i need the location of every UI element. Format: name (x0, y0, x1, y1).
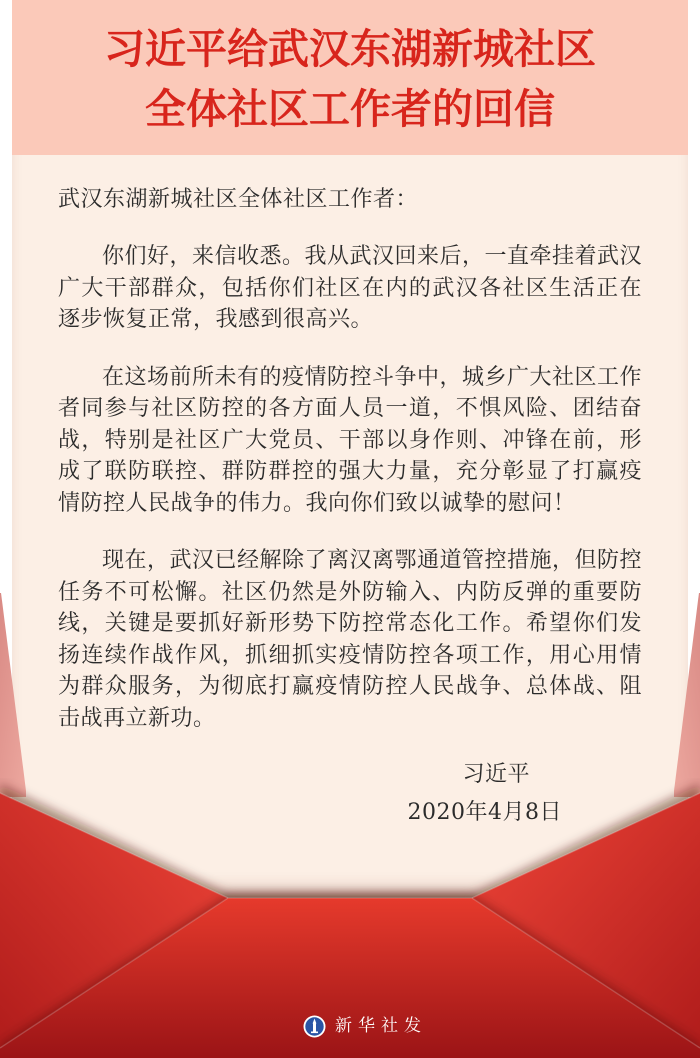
letter-paragraph: 你们好，来信收悉。我从武汉回来后，一直牵挂着武汉广大干部群众，包括你们社区在内的武汉各社区生活正在逐步恢复正常，我感到很高兴。 (58, 244, 643, 332)
letter-title-banner (12, 0, 688, 155)
letter-title-line2: 全体社区工作者的回信 (145, 84, 555, 133)
letter-date: 2020年4月8日 (407, 800, 562, 825)
letter-salutation: 武汉东湖新城社区全体社区工作者： (58, 187, 419, 212)
letter-body (12, 155, 688, 828)
letter-paragraph: 现在，武汉已经解除了离汉离鄂通道管控措施，但防控任务不可松懈。社区仍然是外防输入、内防反弹的重要防线，关键是要抓好新形势下防控常态化工作。希望你们发扬连续作战作风，抓细抓实疫情防控各项工作，用心用情为群众服务，为彻底打赢疫情防控人民战争、总体战、阻击战再立新功。 (58, 548, 643, 731)
news-credit (303, 1013, 427, 1039)
xinhua-emblem-icon (303, 1015, 326, 1038)
letter-sheet (12, 0, 688, 898)
letter-paragraph: 在这场前所未有的疫情防控斗争中，城乡广大社区工作者同参与社区防控的各方面人员一道，不惧风险、团结奋战，特别是社区广大党员、干部以身作则、冲锋在前，形成了联防联控、群防群控的强大力量，充分彰显了打赢疫情防控人民战争的伟力。我向你们致以诚挚的慰问！ (58, 364, 643, 516)
credit-label: 新华社发 (335, 1016, 427, 1036)
letter-signature: 习近平 (462, 762, 530, 787)
letter-title-line1: 习近平给武汉东湖新城社区 (104, 24, 596, 73)
